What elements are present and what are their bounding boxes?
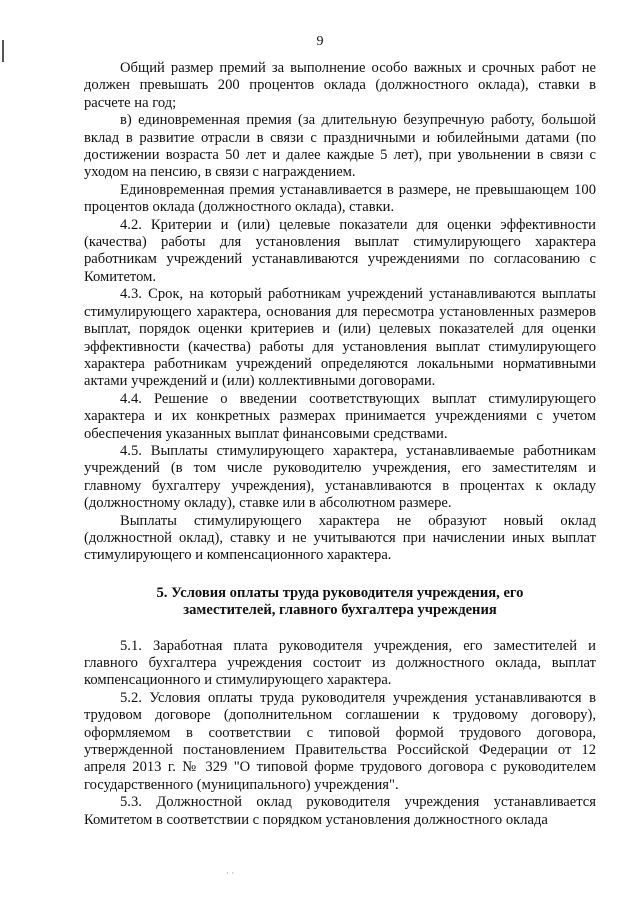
paragraph-bonus-limit: Общий размер премий за выполнение особо важных и срочных работ не должен превышать 200 процентов оклада (должностного оклада), ставки в расчете на год; (84, 60, 596, 111)
paragraph-5-1: 5.1. Заработная плата руководителя учреждения, его заместителей и главного бухгалтера учреждения состоит из должностного оклада, выплат компенсационного и стимулирующего характера. (84, 637, 596, 689)
paragraph-5-2: 5.2. Условия оплаты труда руководителя учреждения устанавливаются в трудовом договоре (дополнительном соглашении к трудовому договору), оформляемом в соответствии с типовой формой трудового договора, утвержденной постановлением Правительства Российской Федерации от 12 апреля 2013 г. № 329 "О типовой форме трудового договора с руководителем государственного (муниципального) учреждения". (84, 689, 596, 793)
paragraph-one-time-bonus: в) единовременная премия (за длительную безупречную работу, большой вклад в развитие отрасли в связи с праздничными и юбилейными датами (по достижении возраста 50 лет и далее каждые 5 лет), при увольнении в связи с уходом на пенсию, в связи с награждением. (84, 112, 596, 181)
paragraph-4-3: 4.3. Срок, на который работникам учреждений устанавливаются выплаты стимулирующего характера, основания для пересмотра установленных размеров выплат, порядок оценки критериев и (или) целевых показателей для оценки эффективности (качества) работы для установления выплат стимулирующего характера работникам учреждений определяются локальными нормативными актами учреждений и (или) коллективными договорами. (84, 286, 596, 390)
section-5-heading (84, 585, 596, 620)
paragraph-4-2: 4.2. Критерии и (или) целевые показатели для оценки эффективности (качества) работы для установления выплат стимулирующего характера работникам учреждений устанавливаются учреждениями по согласованию с Комитетом. (84, 216, 596, 285)
document-body (84, 60, 596, 829)
paragraph-incentive-note: Выплаты стимулирующего характера не образуют новый оклад (должностной оклад), ставку и не учитываются при начислении иных выплат стимулирующего и компенсационного характера. (84, 512, 596, 564)
section-5-heading-line1: 5. Условия оплаты труда руководителя учреждения, его (156, 584, 524, 601)
scan-artifact: · · (226, 868, 235, 878)
paragraph-one-time-bonus-amount: Единовременная премия устанавливается в размере, не превышающем 100 процентов оклада (должностного оклада), ставки. (84, 181, 596, 216)
paragraph-4-5: 4.5. Выплаты стимулирующего характера, устанавливаемые работникам учреждений (в том числе руководителю учреждения, его заместителям и главному бухгалтеру учреждения), устанавливаются в процентах к окладу (должностному окладу), ставке или в абсолютном размере. (84, 442, 596, 512)
section-5-heading-line2: заместителей, главного бухгалтера учреждения (183, 602, 497, 619)
paragraph-5-3: 5.3. Должностной оклад руководителя учреждения устанавливается Комитетом в соответствии с порядком установления должностного оклада (84, 794, 596, 828)
page-number: 9 (316, 34, 324, 49)
paragraph-4-4: 4.4. Решение о введении соответствующих выплат стимулирующего характера и их конкретных размерах принимается учреждениями с учетом обеспечения указанных выплат финансовыми средствами. (84, 390, 596, 442)
